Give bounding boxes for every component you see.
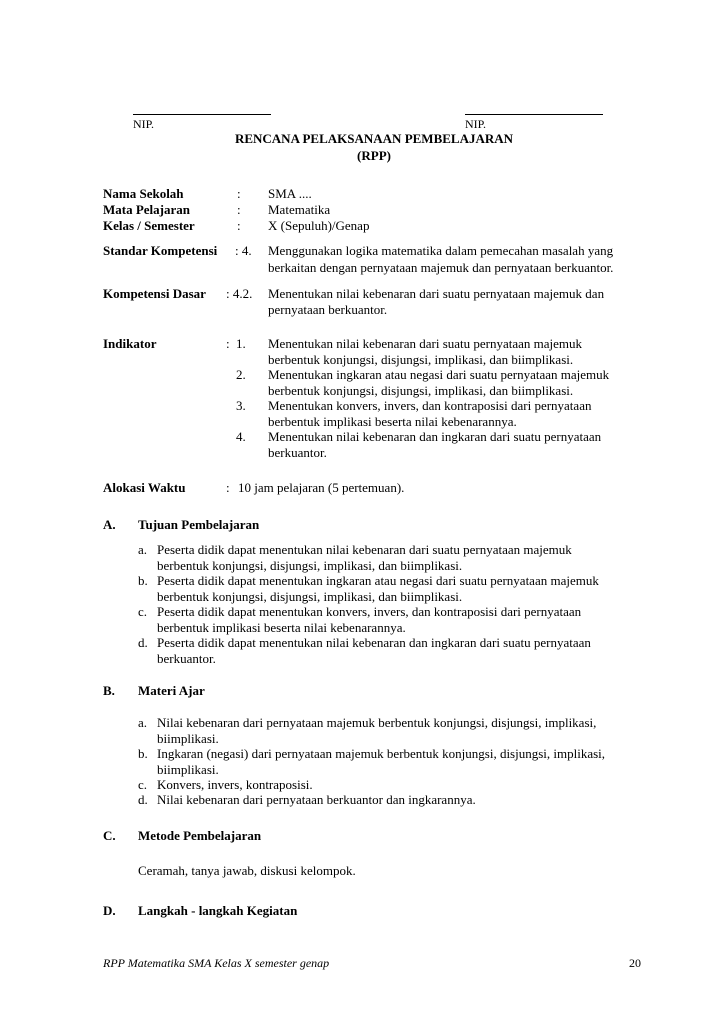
indikator-text: berbentuk konjungsi, disjungsi, implikasi, dan biimplikasi.: [268, 352, 574, 367]
tujuan-text: Peserta didik dapat menentukan nilai kebenaran dari suatu pernyataan majemuk: [157, 542, 572, 557]
tujuan-text: berbentuk konjungsi, disjungsi, implikasi, dan biimplikasi.: [157, 589, 463, 604]
section-a-letter: A.: [103, 517, 116, 532]
section-c-letter: C.: [103, 828, 116, 843]
indikator-text: Menentukan ingkaran atau negasi dari suatu pernyataan majemuk: [268, 367, 610, 382]
section-b-letter: B.: [103, 683, 115, 698]
identity-sep: :: [237, 202, 241, 217]
materi-number: a.: [138, 715, 148, 730]
materi-text: Ingkaran (negasi) dari pernyataan majemuk berbentuk konjungsi, disjungsi, implikasi,: [157, 746, 606, 761]
page-title: RENCANA PELAKSANAAN PEMBELAJARAN: [234, 131, 514, 146]
tujuan-text: Peserta didik dapat menentukan konvers, invers, dan kontraposisi dari pernyataan: [157, 604, 582, 619]
kd-number: : 4.2.: [226, 286, 253, 301]
indikator-text: berbentuk konjungsi, disjungsi, implikasi, dan biimplikasi.: [268, 383, 574, 398]
indikator-text: berbentuk implikasi beserta nilai kebenarannya.: [268, 414, 517, 429]
indikator-text: Menentukan nilai kebenaran dari suatu pernyataan majemuk: [268, 336, 583, 351]
page-number: 20: [629, 956, 641, 970]
footer-text: RPP Matematika SMA Kelas X semester genap: [103, 956, 330, 970]
indikator-text: Menentukan nilai kebenaran dan ingkaran dari suatu pernyataan: [268, 429, 602, 444]
left-signature-line: [133, 114, 271, 115]
section-a-heading: Tujuan Pembelajaran: [138, 517, 260, 532]
materi-text: Nilai kebenaran dari pernyataan majemuk berbentuk konjungsi, disjungsi, implikasi,: [157, 715, 597, 730]
sk-label: Standar Kompetensi: [103, 243, 218, 258]
materi-text: Konvers, invers, kontraposisi.: [157, 777, 313, 792]
identity-value: X (Sepuluh)/Genap: [268, 218, 370, 233]
kd-text: pernyataan berkuantor.: [268, 302, 388, 317]
tujuan-text: Peserta didik dapat menentukan nilai kebenaran dan ingkaran dari suatu pernyataan: [157, 635, 591, 650]
materi-text: biimplikasi.: [157, 731, 219, 746]
identity-label: Mata Pelajaran: [103, 202, 191, 217]
identity-label: Nama Sekolah: [103, 186, 184, 201]
section-d-heading: Langkah - langkah Kegiatan: [138, 903, 298, 918]
kd-label: Kompetensi Dasar: [103, 286, 206, 301]
sk-text: Menggunakan logika matematika dalam pemecahan masalah yang: [268, 243, 614, 258]
alokasi-label: Alokasi Waktu: [103, 480, 186, 495]
tujuan-text: berbentuk implikasi beserta nilai kebenarannya.: [157, 620, 406, 635]
tujuan-text: Peserta didik dapat menentukan ingkaran atau negasi dari suatu pernyataan majemuk: [157, 573, 599, 588]
section-c-heading: Metode Pembelajaran: [138, 828, 262, 843]
tujuan-number: a.: [138, 542, 148, 557]
tujuan-number: d.: [138, 635, 148, 650]
tujuan-text: berkuantor.: [157, 651, 216, 666]
right-nip-label: NIP.: [465, 117, 487, 131]
indikator-number: 2.: [236, 367, 246, 382]
indikator-number: 3.: [236, 398, 246, 413]
kd-text: Menentukan nilai kebenaran dari suatu pernyataan majemuk dan: [268, 286, 605, 301]
indikator-text: berkuantor.: [268, 445, 327, 460]
indikator-colon: :: [226, 336, 230, 351]
alokasi-colon: :: [226, 480, 230, 495]
section-d-letter: D.: [103, 903, 116, 918]
tujuan-number: c.: [138, 604, 148, 619]
identity-value: SMA ....: [268, 186, 312, 201]
materi-number: d.: [138, 792, 148, 807]
identity-sep: :: [237, 218, 241, 233]
left-nip-label: NIP.: [133, 117, 155, 131]
indikator-number: 4.: [236, 429, 246, 444]
tujuan-number: b.: [138, 573, 148, 588]
tujuan-text: berbentuk konjungsi, disjungsi, implikasi, dan biimplikasi.: [157, 558, 463, 573]
right-signature-line: [465, 114, 603, 115]
materi-number: c.: [138, 777, 148, 792]
alokasi-value: 10 jam pelajaran (5 pertemuan).: [238, 480, 405, 495]
metode-text: Ceramah, tanya jawab, diskusi kelompok.: [138, 863, 356, 878]
indikator-label: Indikator: [103, 336, 157, 351]
identity-label: Kelas / Semester: [103, 218, 195, 233]
identity-value: Matematika: [268, 202, 331, 217]
indikator-text: Menentukan konvers, invers, dan kontraposisi dari pernyataan: [268, 398, 592, 413]
materi-text: biimplikasi.: [157, 762, 219, 777]
identity-sep: :: [237, 186, 241, 201]
indikator-number: 1.: [236, 336, 246, 351]
materi-number: b.: [138, 746, 148, 761]
sk-number: : 4.: [235, 243, 252, 258]
section-b-heading: Materi Ajar: [138, 683, 205, 698]
page-subtitle: (RPP): [357, 148, 391, 163]
sk-text: berkaitan dengan pernyataan majemuk dan pernyataan berkuantor.: [268, 260, 614, 275]
materi-text: Nilai kebenaran dari pernyataan berkuantor dan ingkarannya.: [157, 792, 476, 807]
